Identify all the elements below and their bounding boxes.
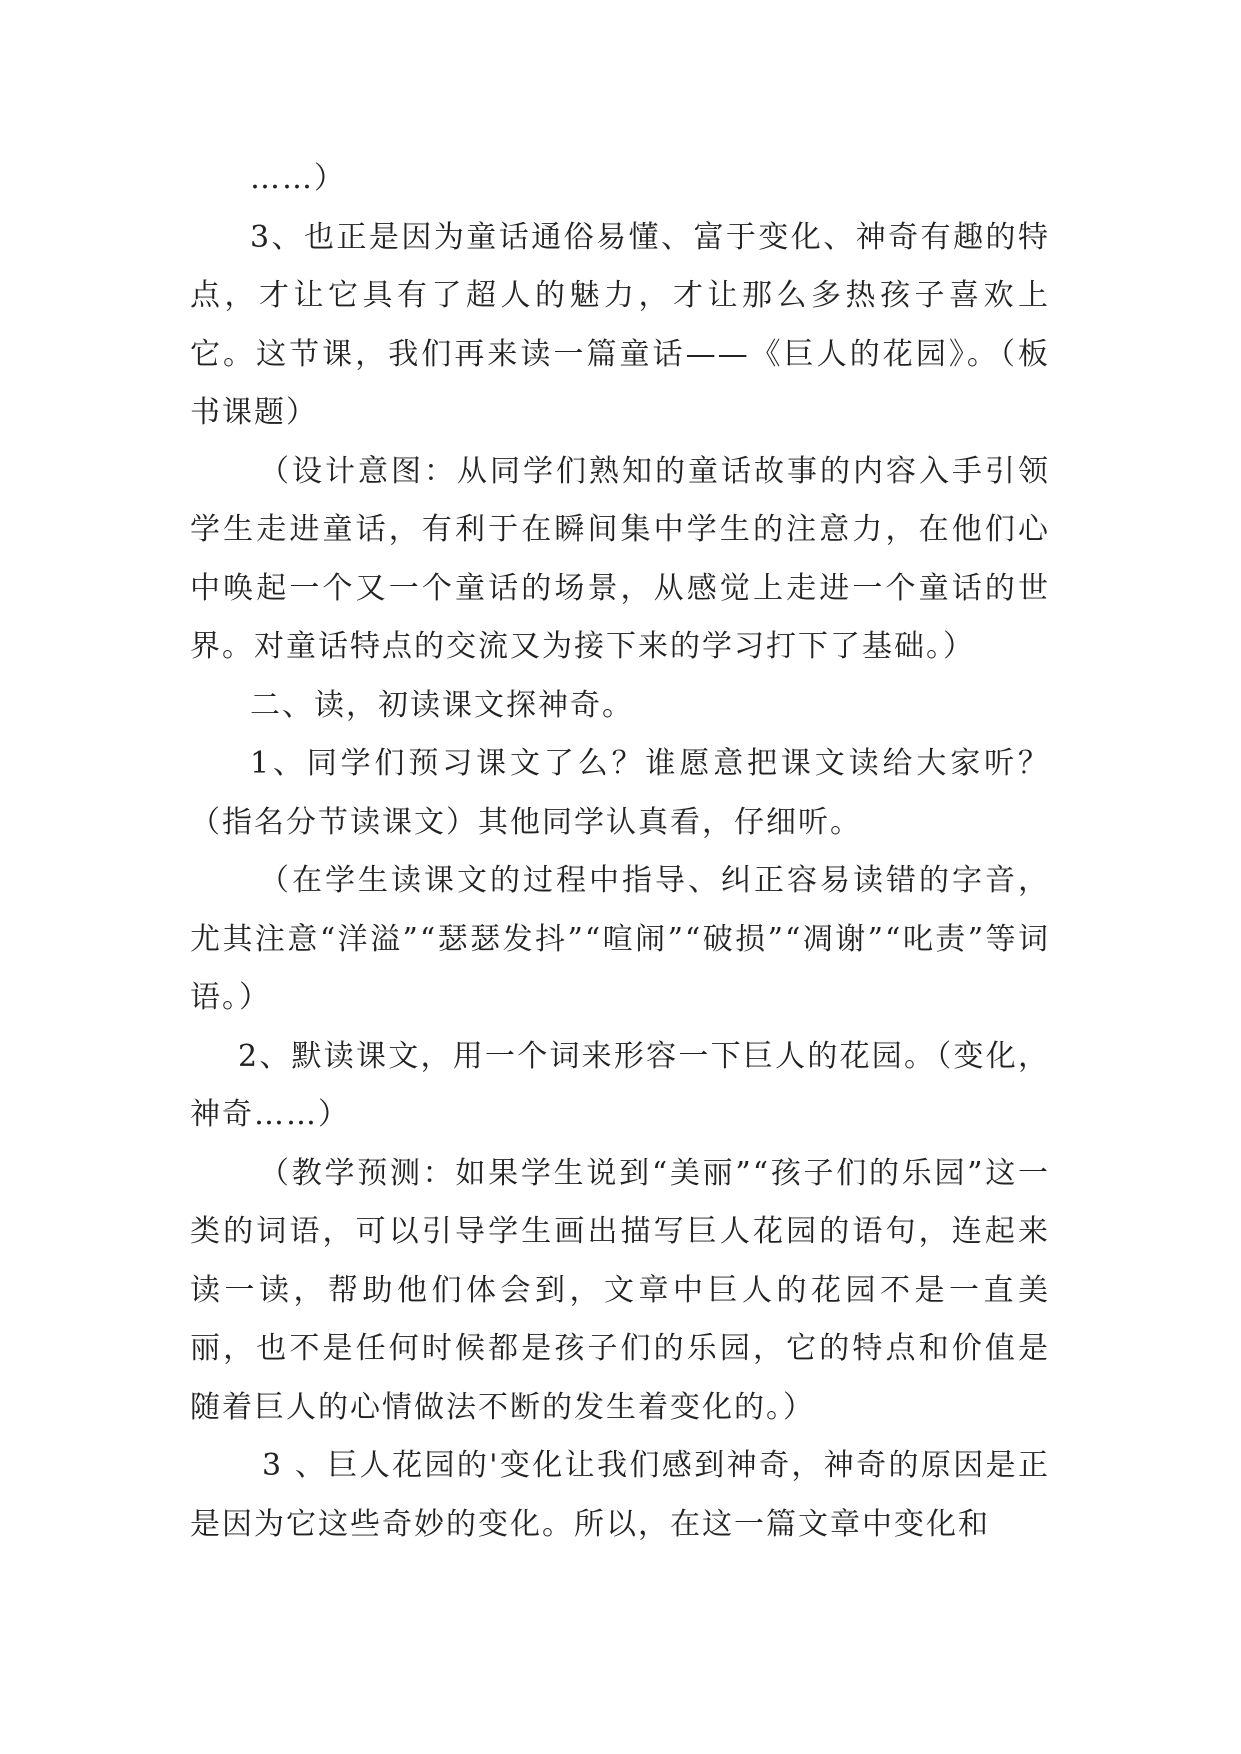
paragraph-silent-reading: 2、默读课文，用一个词来形容一下巨人的花园。（变化，神奇……） <box>190 1038 1050 1132</box>
document-body <box>190 150 1050 1554</box>
paragraph-pronunciation-guidance: （在学生读课文的过程中指导、纠正容易读错的字音，尤其注意“洋溢”“瑟瑟发抖”“喧闹”“破损”“凋谢”“叱责”等词语。） <box>190 863 1050 1015</box>
paragraph-design-intent: （设计意图：从同学们熟知的童话故事的内容入手引领学生走进童话，有利于在瞬间集中学生的注意力，在他们心中唤起一个又一个童话的场景，从感觉上走进一个童话的世界。对童话特点的交流又为接下来的学习打下了基础。） <box>190 453 1050 664</box>
paragraph-garden-changes: 3 、巨人花园的'变化让我们感到神奇，神奇的原因是正是因为它这些奇妙的变化。所以，在这一篇文章中变化和 <box>190 1448 1050 1542</box>
paragraph-fairy-tale-features: 3、也正是因为童话通俗易懂、富于变化、神奇有趣的特点，才让它具有了超人的魅力，才让那么多热孩子喜欢上它。这节课，我们再来读一篇童话——《巨人的花园》。（板书课题） <box>190 219 1050 430</box>
paragraph-preview-reading: 1、同学们预习课文了么？谁愿意把课文读给大家听？（指名分节读课文）其他同学认真看，仔细听。 <box>190 746 1050 840</box>
paragraph-ellipsis: ……） <box>250 161 346 196</box>
paragraph-teaching-prediction: （教学预测：如果学生说到“美丽”“孩子们的乐园”这一类的词语，可以引导学生画出描写巨人花园的语句，连起来读一读，帮助他们体会到，文章中巨人的花园不是一直美丽，也不是任何时候都是孩子们的乐园，它的特点和价值是随着巨人的心情做法不断的发生着变化的。） <box>190 1155 1050 1425</box>
section-heading-read: 二、读，初读课文探神奇。 <box>250 687 634 723</box>
